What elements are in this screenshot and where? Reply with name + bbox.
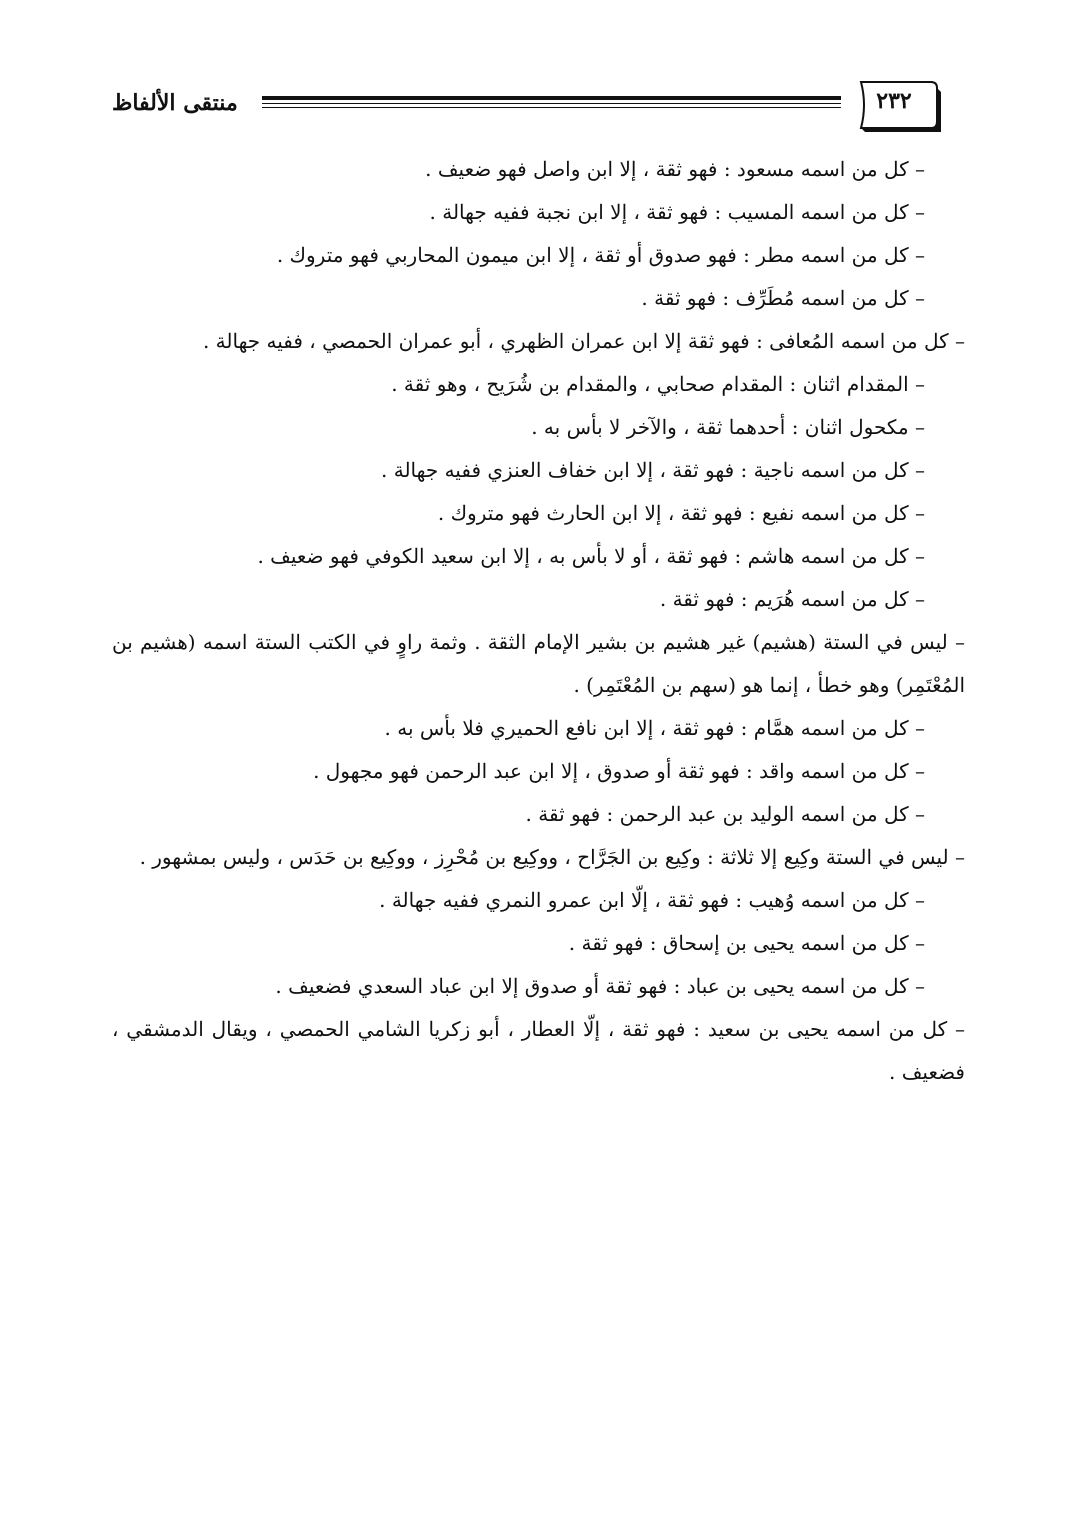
entry-paragraph: – كل من اسمه يحيى بن عباد : فهو ثقة أو صدوق إلا ابن عباد السعدي فضعيف . <box>275 974 925 998</box>
entry-paragraph: – كل من اسمه المسيب : فهو ثقة ، إلا ابن نجبة ففيه جهالة . <box>429 200 925 224</box>
header-rule <box>262 96 841 108</box>
entry-paragraph: – كل من اسمه همَّام : فهو ثقة ، إلا ابن نافع الحميري فلا بأس به . <box>384 716 925 740</box>
entry-paragraph: – كل من اسمه وُهيب : فهو ثقة ، إلّا ابن عمرو النمري ففيه جهالة . <box>379 888 925 912</box>
entry-paragraph: – كل من اسمه هاشم : فهو ثقة ، أو لا بأس به ، إلا ابن سعيد الكوفي فهو ضعيف . <box>257 544 925 568</box>
entry-paragraph: – كل من اسمه المُعافى : فهو ثقة إلا ابن عمران الظهري ، أبو عمران الحمصي ، ففيه جهالة . <box>202 329 965 353</box>
entry-paragraph: – المقدام اثنان : المقدام صحابي ، والمقدام بن شُرَيح ، وهو ثقة . <box>391 372 925 396</box>
entry-paragraph: – كل من اسمه مُطَرِّف : فهو ثقة . <box>641 286 925 310</box>
page-header <box>112 72 945 136</box>
entry-paragraph: – ليس في الستة (هشيم) غير هشيم بن بشير الإمام الثقة . وثمة راوٍ في الكتب الستة اسمه (هشيم بن المُعْتَمِر) وهو خطأ ، إنما هو (سهم بن المُعْتَمِر) . <box>112 630 965 697</box>
entry-paragraph: – كل من اسمه الوليد بن عبد الرحمن : فهو ثقة . <box>525 802 925 826</box>
entry-paragraph: – كل من اسمه يحيى بن سعيد : فهو ثقة ، إلّا العطار ، أبو زكريا الشامي الحمصي ، ويقال الدمشقي ، فضعيف . <box>112 1017 965 1084</box>
entry-paragraph: – ليس في الستة وكِيع إلا ثلاثة : وكِيع بن الجَرَّاح ، ووكِيع بن مُحْرِز ، ووكِيع بن حَدَس ، وليس بمشهور . <box>139 845 965 869</box>
page-number-frame <box>853 78 945 128</box>
entry-paragraph: – كل من اسمه واقد : فهو ثقة أو صدوق ، إلا ابن عبد الرحمن فهو مجهول . <box>313 759 925 783</box>
entry-paragraph: – كل من اسمه يحيى بن إسحاق : فهو ثقة . <box>568 931 925 955</box>
entry-paragraph: – كل من اسمه مسعود : فهو ثقة ، إلا ابن واصل فهو ضعيف . <box>425 157 925 181</box>
entry-paragraph: – كل من اسمه مطر : فهو صدوق أو ثقة ، إلا ابن ميمون المحاربي فهو متروك . <box>276 243 925 267</box>
entry-paragraph: – كل من اسمه نفيع : فهو ثقة ، إلا ابن الحارث فهو متروك . <box>437 501 925 525</box>
body-text <box>112 148 965 1094</box>
entry-paragraph: – كل من اسمه هُرَيم : فهو ثقة . <box>659 587 925 611</box>
entry-paragraph: – كل من اسمه ناجية : فهو ثقة ، إلا ابن خفاف العنزي ففيه جهالة . <box>381 458 925 482</box>
page-number: ٢٣٢ <box>876 88 912 114</box>
entry-paragraph: – مكحول اثنان : أحدهما ثقة ، والآخر لا بأس به . <box>531 415 925 439</box>
running-title: منتقى الألفاظ <box>112 90 238 116</box>
